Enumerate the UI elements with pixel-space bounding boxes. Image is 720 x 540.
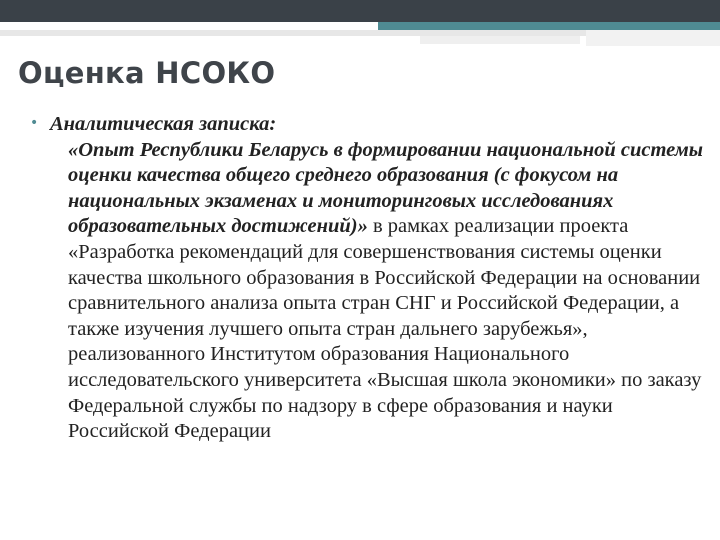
bullet-lead-label: Аналитическая записка: [50,113,277,135]
slide-title: Оценка НСОКО [18,56,276,90]
slide-content [30,112,705,445]
light-accent-block [586,30,720,46]
light-accent-stripe-short [420,36,580,44]
bullet-body-text: в рамках реализации проекта «Разработка рекомендаций для совершенствования системы оценки качества школьного образования в Российской Федерации на основании сравнительного анализа опыта стран СНГ и Российской Федерации, а также изучения лучшего опыта стран дальнего зарубежья», реализованного Институтом образования Национального исследовательского университета «Высшая школа экономики» по заказу Федеральной службы по надзору в сфере образования и науки Российской Федерации [68,215,702,443]
report-title: «Опыт Республики Беларусь в формировании национальной системы оценки качества общего среднего образования (с фокусом на национальных экзаменах и мониторинговых исследованиях образовательных достижений)» [68,138,704,238]
bullet-marker: • [30,115,39,131]
bullet-paragraph [50,112,705,445]
teal-accent-stripe [378,22,720,30]
top-decorative-bar [0,0,720,22]
bullet-item [30,112,705,445]
